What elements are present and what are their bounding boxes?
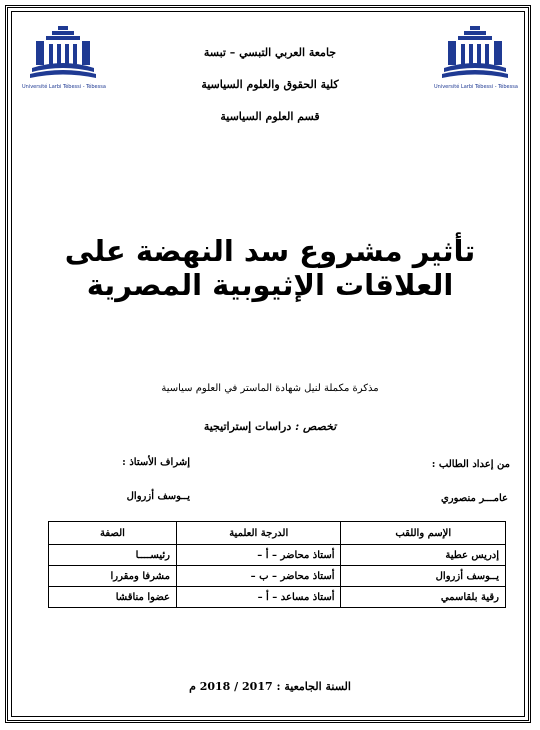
jury-member-name: رقية بلقاسمي: [341, 587, 506, 608]
university-logo-left: [22, 24, 104, 94]
jury-member-rank: أستاذ محاضر – ب –: [176, 566, 341, 587]
supervision-label: إشراف الأستاذ :: [122, 457, 190, 468]
prepared-by-label: من إعداد الطالب :: [431, 459, 510, 470]
table-row: [49, 566, 506, 587]
header-role: الصفة: [49, 522, 177, 545]
university-emblem-icon: [22, 24, 104, 84]
student-name: عامـــر منصوري: [440, 493, 508, 504]
logo-caption: Université Larbi Tébessi - Tébessa: [434, 84, 518, 90]
supervisor-name: يــوسف أزروال: [126, 491, 190, 502]
header-name: الإسم واللقب: [341, 522, 506, 545]
faculty-name: كلية الحقوق والعلوم السياسية: [201, 78, 339, 91]
department-name: قسم العلوم السياسية: [220, 110, 320, 123]
jury-table: [48, 521, 506, 608]
jury-member-name: يــوسف أزروال: [341, 566, 506, 587]
header-rank: الدرجة العلمية: [176, 522, 341, 545]
speciality: [80, 420, 460, 433]
university-emblem-icon: [434, 24, 516, 84]
jury-member-role: مشرفا ومقررا: [49, 566, 177, 587]
logo-caption: Université Larbi Tébessi - Tébessa: [22, 84, 106, 90]
jury-member-rank: أستاذ محاضر – أ –: [176, 545, 341, 566]
university-logo-right: [434, 24, 516, 94]
table-row: [49, 545, 506, 566]
thesis-subtitle: مذكرة مكملة لنيل شهادة الماستر في العلوم سياسية: [161, 383, 379, 394]
jury-member-rank: أستاذ مساعد – أ –: [176, 587, 341, 608]
jury-member-role: رئيســــا: [49, 545, 177, 566]
jury-member-role: عضوا مناقشا: [49, 587, 177, 608]
speciality-label: تخصص :: [295, 420, 337, 433]
thesis-title: تأثير مشروع سد النهضة على العلاقات الإثيوبية المصرية: [64, 234, 476, 302]
table-row: [49, 587, 506, 608]
jury-header-row: [49, 522, 506, 545]
institution-header: [150, 46, 390, 142]
university-name: جامعة العربي التبسي – تبسة: [203, 46, 337, 59]
speciality-value: دراسات إستراتيجية: [203, 420, 292, 433]
academic-year: السنة الجامعية : 2017 / 2018 م: [189, 680, 351, 693]
jury-member-name: إدريس عطية: [341, 545, 506, 566]
